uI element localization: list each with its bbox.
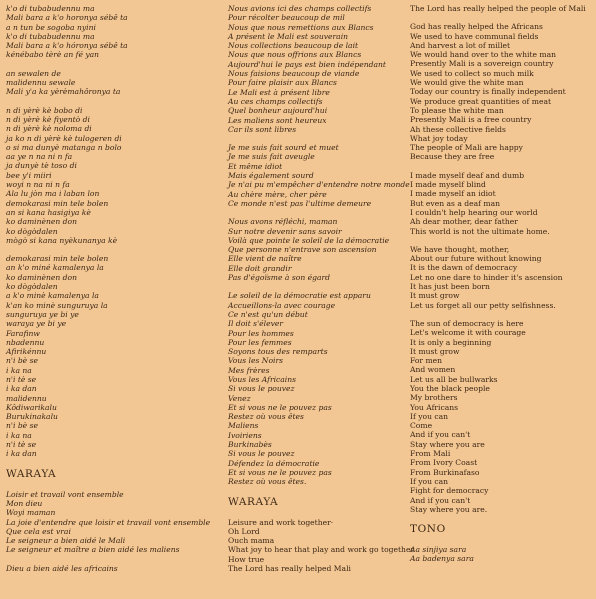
lyric-line: Je n'ai pu m'empêcher d'entendre notre monde — [228, 180, 410, 190]
lyric-line: It must grow — [410, 346, 460, 356]
lyric-line: Mes frères — [228, 365, 270, 375]
lyric-line: Soyons tous des remparts — [228, 347, 328, 357]
stanza — [228, 217, 418, 282]
lyric-line: Aujourd'hui le pays est bien indépendant — [228, 59, 386, 69]
lyric-line: Aa badenya sara — [410, 554, 474, 564]
lyric-line: n di yèrè kè bobo di — [6, 105, 83, 115]
stanza-gap — [410, 310, 593, 319]
lyric-line: Sur notre devenir sans savoir — [228, 226, 342, 236]
stanza-gap — [6, 97, 211, 106]
lyric-line: Ah these collective fields — [410, 124, 506, 134]
column-3 — [410, 4, 593, 564]
lyric-line: ko dògòdalen — [6, 226, 58, 236]
stanza — [410, 22, 593, 161]
lyric-line: It must grow — [410, 291, 460, 301]
stanza — [6, 4, 211, 60]
lyric-line: I made myself an idiot — [410, 189, 496, 199]
lyric-line: demokarasi min tele bolen — [6, 198, 109, 208]
lyric-line: My brothers — [410, 393, 458, 403]
lyric-line: Nous que nous offrions aux Blancs — [228, 50, 362, 60]
lyric-line: And if you can't — [410, 495, 471, 505]
lyric-line: The Lord has really helped the people of Mali — [410, 4, 586, 13]
section-heading — [6, 468, 211, 481]
lyric-line: demokarasi min tele bolen — [6, 254, 109, 264]
lyric-line: And women — [410, 365, 456, 375]
stanza-gap — [6, 555, 211, 564]
lyric-line: Si vous le pouvez — [228, 449, 295, 459]
lyric-line: A présent le Mali est souverain — [228, 31, 349, 41]
lyric-line: I made myself deaf and dumb — [410, 170, 525, 180]
section-heading — [228, 496, 418, 509]
lyric-line: n'i tè se — [6, 440, 37, 450]
lyric-line: Maliens — [228, 421, 259, 431]
lyric-line: ko dògòdalen — [6, 282, 58, 292]
lyric-line: And harvest a lot of millet — [410, 40, 511, 50]
lyric-line: n di yèrè kè nolomа di — [6, 124, 92, 134]
lyric-line: Si vous le pouvez — [228, 384, 295, 394]
heading-text: TONO — [410, 523, 446, 536]
lyric-line: i ka dan — [6, 449, 37, 459]
lyric-line: Pour récolter beaucoup de mil — [228, 13, 345, 23]
lyric-line: Mali bara a k'o hóronya sébê ta — [6, 41, 128, 51]
stanza — [6, 106, 211, 245]
stanza-gap — [410, 162, 593, 171]
lyric-line: an sewalen de — [6, 68, 61, 78]
lyric-line: Fight for democracy — [410, 486, 489, 496]
lyric-line: Je me suis fait sourd et muet — [228, 143, 339, 153]
lyric-line: Nous faisions beaucoup de viande — [228, 69, 360, 79]
stanza-gap — [410, 536, 593, 545]
stanza-gap — [6, 459, 211, 468]
lyric-line: Dieu a bien aidé les africains — [6, 563, 118, 573]
stanza-gap — [410, 514, 593, 523]
lyric-line: To please the white man — [410, 105, 504, 115]
stanza-gap — [228, 282, 418, 291]
lyric-line: Let's welcome it with courage — [410, 328, 526, 338]
lyric-line: Le seigneur et maître a bien aidé les maliens — [6, 545, 180, 555]
stanza-gap — [410, 13, 593, 22]
column-1 — [6, 4, 211, 573]
lyric-line: Presently Mali is a sovereign country — [410, 59, 554, 69]
lyric-line: i ka na — [6, 365, 32, 375]
lyric-line: Et si vous ne le pouvez pas — [228, 402, 332, 412]
lyric-line: La joie d'entendre que loisir et travail vont ensemble — [6, 517, 211, 527]
stanza-gap — [228, 487, 418, 496]
lyric-line: Pas d'égoïsme à son égard — [228, 273, 331, 283]
stanza — [6, 490, 211, 555]
lyric-line: If you can — [410, 411, 449, 421]
lyric-line: What joy to hear that play and work go together — [228, 545, 415, 555]
lyric-line: I made myself blind — [410, 180, 486, 190]
stanza-gap — [228, 509, 418, 518]
lyric-line: We would give the white man — [410, 78, 524, 88]
lyric-line: woyi n na ni n fa — [6, 180, 70, 190]
lyric-line: Ala lu jòn ma i laban lon — [6, 189, 100, 199]
lyric-line: I couldn't help hearing our world — [410, 207, 538, 217]
lyric-line: Presently Mali is a free country — [410, 115, 532, 125]
lyric-line: n'i bè se — [6, 421, 38, 431]
lyric-line: Burkinabès — [228, 440, 272, 450]
lyric-line: God has really helped the Africans — [410, 22, 543, 32]
lyric-line: Vous les Noirs — [228, 356, 283, 366]
lyric-line: Que cela est vrai — [6, 526, 71, 536]
stanza — [410, 245, 593, 310]
heading-text: WARAYA — [6, 467, 57, 480]
lyric-line: Ouch mama — [228, 536, 275, 546]
lyric-line: o si ma dunyè matanga n bolo — [6, 142, 122, 152]
lyric-line: Les maliens sont heureux — [228, 115, 327, 125]
stanza — [410, 319, 593, 514]
lyric-line: Pour les femmes — [228, 337, 292, 347]
lyric-line: k'an ko minè sunguruya la — [6, 300, 108, 310]
lyric-line: Venez — [228, 393, 251, 403]
lyric-line: Elle doit grandir — [228, 263, 292, 273]
lyric-line: Mais également sourd — [228, 171, 314, 181]
lyric-line: Mon dieu — [6, 498, 43, 508]
lyric-line: Le Mali est à présent libre — [228, 87, 330, 97]
lyric-line: Nous avions ici des champs collectifs — [228, 4, 372, 13]
lyric-line: Voilà que pointe le soleil de la démocratie — [228, 235, 390, 245]
lyric-line: mògò si kana nyèkunanya kè — [6, 235, 118, 245]
lyric-line: Nous collections beaucoup de lait — [228, 41, 359, 51]
lyric-line: ja dunyè tè toso di — [6, 161, 77, 171]
lyric-line: ja ko n di yèrè kè tulogeren di — [6, 133, 122, 143]
lyric-line: You Africans — [410, 402, 459, 412]
lyric-line: malidennu sewale — [6, 78, 76, 88]
lyric-line: The sun of democracy is here — [410, 318, 524, 328]
lyric-line: Aa sinjiya sara — [410, 545, 467, 555]
lyric-line: We have thought, mother, — [410, 244, 510, 254]
stanza — [410, 4, 593, 13]
lyric-line: malidennu — [6, 393, 47, 403]
lyric-line: Que personne n'entrave son ascension — [228, 245, 377, 255]
lyric-line: n'i tè se — [6, 374, 37, 384]
lyric-line: n'i bè se — [6, 356, 38, 366]
lyric-line: ko daminènen don — [6, 272, 78, 282]
lyric-line: Woyi maman — [6, 508, 56, 518]
lyric-line: Because they are free — [410, 152, 495, 162]
stanza-gap — [6, 60, 211, 69]
lyric-line: The people of Mali are happy — [410, 143, 523, 153]
lyric-line: i ka na — [6, 430, 32, 440]
lyric-line: Pour faire plaisir aux Blancs — [228, 78, 337, 88]
lyric-line: Ce monde n'est pas l'ultime demeure — [228, 198, 372, 208]
lyric-line: Let us all be bullwarks — [410, 374, 498, 384]
lyric-line: Loisir et travail vont ensemble — [6, 489, 124, 499]
lyric-line: Pour les hommes — [228, 328, 294, 338]
stanza — [228, 291, 418, 486]
lyric-line: Restez où vous êtes — [228, 412, 304, 422]
lyric-line: Elle vient de naître — [228, 254, 302, 264]
lyric-line: What joy today — [410, 133, 468, 143]
lyric-line: a n tun be sogoba nyini — [6, 22, 96, 32]
lyric-line: n di yèrè kè fiyentò di — [6, 114, 90, 124]
lyric-line: Let no one dare to hinder it's ascension — [410, 272, 563, 282]
lyric-line: It is the dawn of democracy — [410, 263, 518, 273]
stanza-gap — [410, 236, 593, 245]
lyric-line: You the black people — [410, 383, 490, 393]
lyric-line: Let us forget all our petty selfishness. — [410, 300, 556, 310]
lyric-line: i ka dan — [6, 384, 37, 394]
lyric-line: From Ivory Coast — [410, 458, 478, 468]
lyric-line: Stay where you are. — [410, 504, 488, 514]
lyric-line: And if you can't — [410, 430, 471, 440]
lyric-line: an si kana hasigiya kè — [6, 207, 91, 217]
stanza — [6, 564, 211, 573]
lyric-line: The Lord has really helped Mali — [228, 564, 351, 574]
lyric-line: Au ces champs collectifs — [228, 96, 323, 106]
lyric-line: Today our country is finally independent — [410, 87, 566, 97]
stanza — [410, 545, 593, 564]
lyric-line: Ce n'est qu'un début — [228, 309, 308, 319]
stanza-gap — [228, 134, 418, 143]
lyric-line: If you can — [410, 476, 449, 486]
stanza — [6, 254, 211, 459]
lyric-line: Mali y'a ka yèrèmahôronya ta — [6, 87, 121, 97]
stanza — [228, 518, 418, 574]
lyric-line: We used to collect so much milk — [410, 68, 534, 78]
lyric-line: Vous les Africains — [228, 374, 297, 384]
lyric-line: aa ye n na ni n fa — [6, 152, 73, 162]
lyric-line: Farafinw — [6, 328, 40, 338]
lyric-line: Je me suis fait aveugle — [228, 152, 315, 162]
lyric-line: We produce great quantities of meat — [410, 96, 552, 106]
lyric-line: waraya ye bi ye — [6, 319, 67, 329]
lyric-line: Restez où vous êtes. — [228, 477, 307, 487]
lyric-line: But even as a deaf man — [410, 198, 501, 208]
stanza — [228, 143, 418, 208]
lyric-line: Ivoiriens — [228, 430, 262, 440]
lyric-line: Nous que nous remettions aux Blancs — [228, 22, 374, 32]
lyric-line: nbadennu — [6, 337, 45, 347]
lyric-line: We would hand over to the white man — [410, 50, 557, 60]
lyric-line: Et même idiot — [228, 161, 283, 171]
lyric-line: It is only a beginning — [410, 337, 492, 347]
lyric-line: Stay where you are — [410, 439, 485, 449]
lyric-line: Oh Lord — [228, 526, 260, 536]
lyric-line: Nous avons réfléchi, maman — [228, 217, 338, 227]
lyric-line: Accueillons-la avec courage — [228, 300, 336, 310]
stanza — [228, 4, 418, 134]
lyric-line: k'o di tubabudennu ma — [6, 4, 95, 13]
lyric-line: From Burkinafaso — [410, 467, 480, 477]
stanza-gap — [228, 208, 418, 217]
heading-text: WARAYA — [228, 495, 279, 508]
lyric-line: For men — [410, 356, 443, 366]
lyric-line: Afirikénnu — [6, 347, 47, 357]
lyric-line: a k'o minè kamalenya la — [6, 291, 99, 301]
stanza-gap — [6, 245, 211, 254]
lyric-line: It has just been born — [410, 282, 490, 292]
lyric-line: We used to have communal fields — [410, 31, 539, 41]
lyric-line: Mali bara a k'o horonya sébê ta — [6, 13, 128, 23]
column-2 — [228, 4, 418, 573]
lyric-line: Et si vous ne le pouvez pas — [228, 467, 332, 477]
lyric-line: Défendez la démocratie — [228, 458, 320, 468]
lyric-line: From Mali — [410, 449, 451, 459]
lyric-line: sunguruya ye bi ye — [6, 309, 79, 319]
lyric-line: k'o di tubabudennu ma — [6, 31, 95, 41]
lyric-line: Burukinakalu — [6, 412, 58, 422]
lyric-line: Kôdiwarikalu — [6, 402, 57, 412]
lyric-line: This world is not the ultimate home. — [410, 226, 550, 236]
lyric-line: Ah dear mother, dear father — [410, 217, 518, 227]
stanza — [410, 171, 593, 236]
lyric-line: Le soleil de la démocratie est apparu — [228, 291, 371, 301]
lyric-line: ko daminènen don — [6, 217, 78, 227]
lyric-line: an k'o miné kamalenya la — [6, 263, 104, 273]
lyric-line: Le seigneur a bien aidé le Mali — [6, 536, 126, 546]
section-heading — [410, 523, 593, 536]
lyric-line: bee y'i miiri — [6, 170, 52, 180]
lyric-line: Car ils sont libres — [228, 124, 297, 134]
lyric-line: Au chère mère, cher père — [228, 189, 327, 199]
stanza — [6, 69, 211, 97]
lyric-line: Il doit s'élever — [228, 319, 283, 329]
lyric-line: kénébabo tèrè an fé yan — [6, 50, 100, 60]
lyric-line: How true — [228, 554, 265, 564]
lyric-line: About our future without knowing — [410, 254, 542, 264]
lyric-line: Leisure and work together· — [228, 517, 334, 527]
stanza-gap — [6, 481, 211, 490]
lyric-line: Come — [410, 421, 433, 431]
lyric-line: Quel bonheur aujourd'hui — [228, 106, 328, 116]
